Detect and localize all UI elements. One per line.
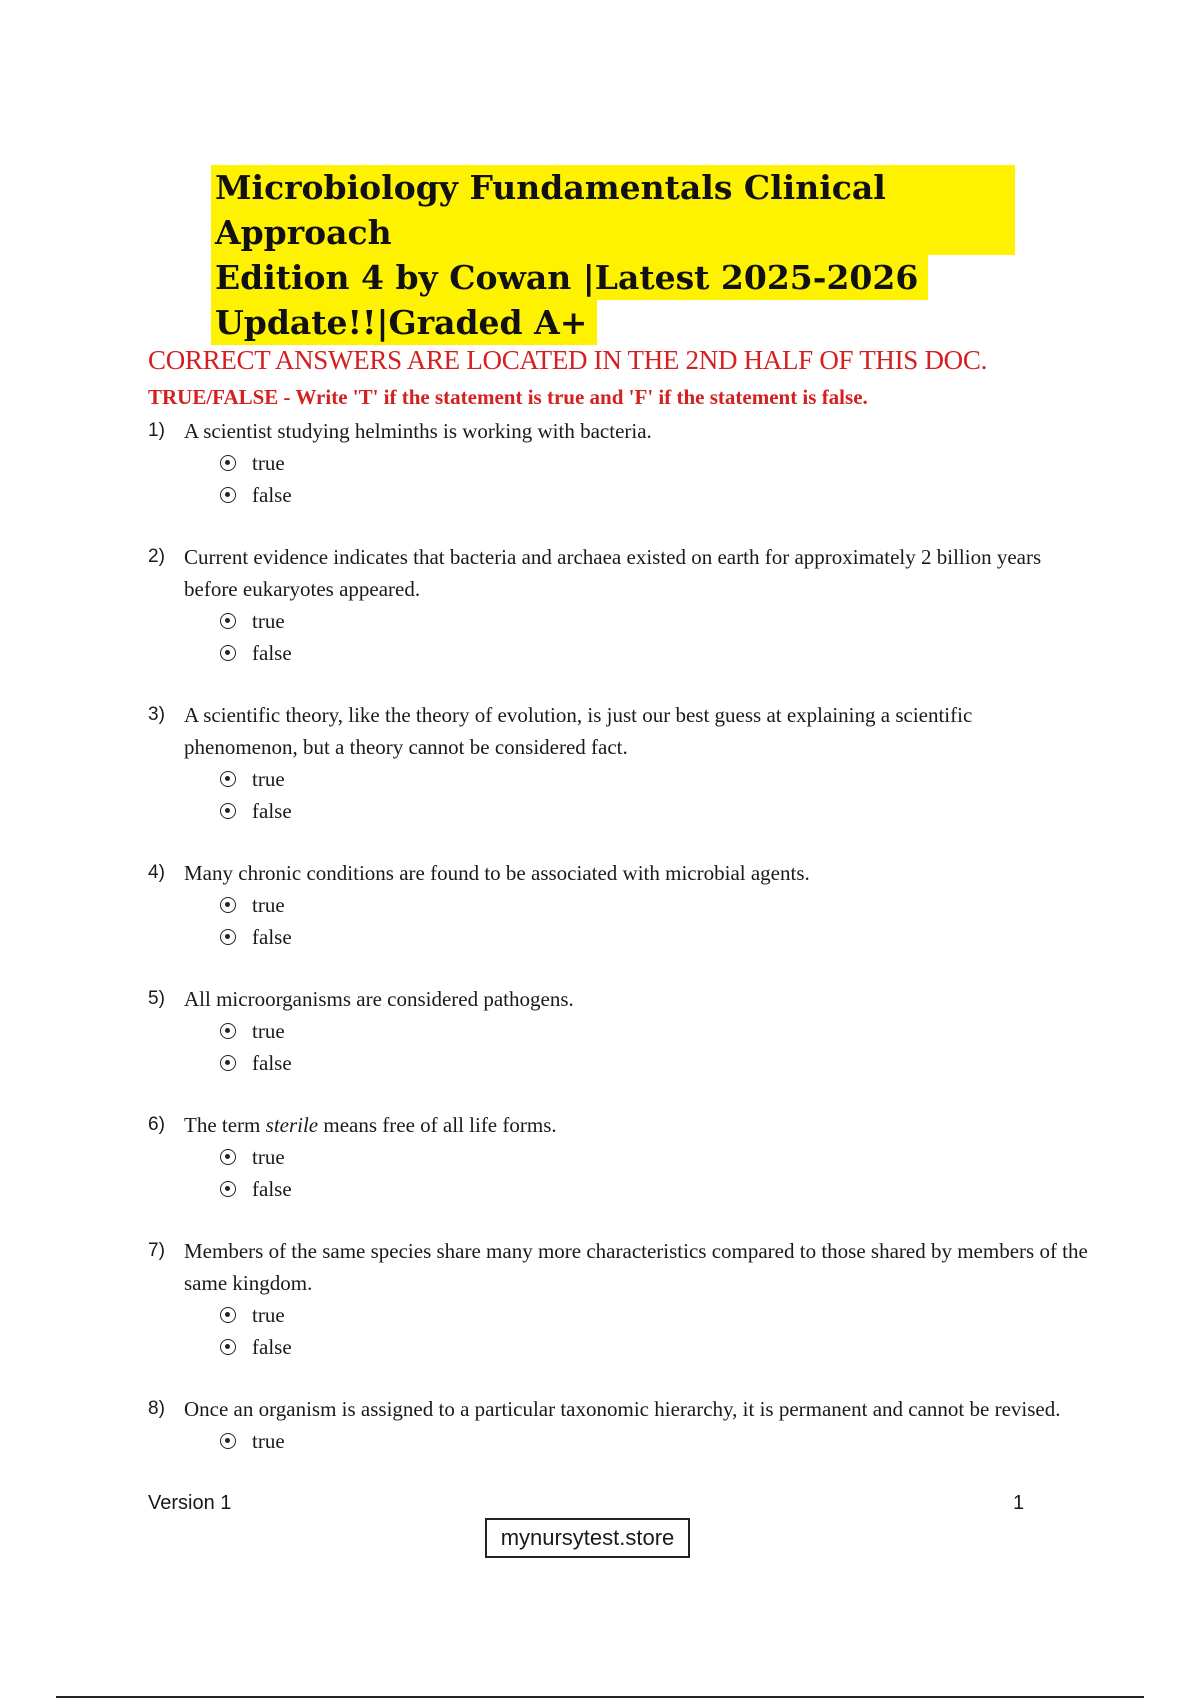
option-label: false	[252, 1334, 292, 1359]
radio-icon[interactable]	[220, 897, 236, 913]
answer-option-true[interactable]	[220, 1425, 1088, 1457]
site-watermark: mynursytest.store	[485, 1518, 690, 1558]
radio-icon[interactable]	[220, 455, 236, 471]
answer-option-true[interactable]	[220, 447, 1088, 479]
option-label: true	[252, 608, 285, 633]
question-item	[148, 983, 1088, 1079]
answer-option-true[interactable]	[220, 1141, 1088, 1173]
radio-icon[interactable]	[220, 803, 236, 819]
question-text: A scientific theory, like the theory of evolution, is just our best guess at explaining a scientific phenomenon, but a theory cannot be considered fact.	[184, 703, 973, 759]
option-label: false	[252, 1050, 292, 1075]
answer-options	[220, 605, 1088, 669]
answer-options	[220, 763, 1088, 827]
option-label: true	[252, 1018, 285, 1043]
question-number: 5)	[148, 988, 165, 1009]
answer-option-true[interactable]	[220, 889, 1088, 921]
radio-icon[interactable]	[220, 1055, 236, 1071]
question-number: 8)	[148, 1398, 165, 1419]
answer-option-true[interactable]	[220, 763, 1088, 795]
question-item	[148, 857, 1088, 953]
radio-icon[interactable]	[220, 1307, 236, 1323]
question-number: 1)	[148, 420, 165, 441]
question-text: All microorganisms are considered pathogens.	[184, 987, 574, 1011]
question-text-italic-term: sterile	[265, 1113, 319, 1137]
question-text-part: The term	[184, 1113, 266, 1137]
question-item	[148, 1109, 1088, 1205]
bottom-divider	[56, 1696, 1144, 1698]
answer-options	[220, 1425, 1088, 1457]
radio-icon[interactable]	[220, 1149, 236, 1165]
question-text: A scientist studying helminths is working with bacteria.	[184, 419, 652, 443]
option-label: true	[252, 1302, 285, 1327]
radio-icon[interactable]	[220, 1339, 236, 1355]
question-number: 7)	[148, 1240, 165, 1261]
answer-option-false[interactable]	[220, 795, 1088, 827]
answer-option-false[interactable]	[220, 1047, 1088, 1079]
question-item	[148, 415, 1088, 511]
question-text	[184, 1109, 1088, 1141]
answer-option-true[interactable]	[220, 1299, 1088, 1331]
option-label: false	[252, 1176, 292, 1201]
answer-option-true[interactable]	[220, 1015, 1088, 1047]
question-text-part: means free of all life forms.	[318, 1113, 557, 1137]
radio-icon[interactable]	[220, 487, 236, 503]
answer-options	[220, 447, 1088, 511]
answer-option-false[interactable]	[220, 921, 1088, 953]
question-item	[148, 1235, 1088, 1363]
radio-icon[interactable]	[220, 645, 236, 661]
radio-icon[interactable]	[220, 771, 236, 787]
title-line-2: Edition 4 by Cowan |Latest 2025-2026	[211, 255, 928, 300]
question-number: 6)	[148, 1114, 165, 1135]
radio-icon[interactable]	[220, 1433, 236, 1449]
answers-location-notice: CORRECT ANSWERS ARE LOCATED IN THE 2ND HALF OF THIS DOC.	[148, 345, 988, 375]
option-label: true	[252, 1144, 285, 1169]
answer-option-false[interactable]	[220, 1331, 1088, 1363]
option-label: true	[252, 892, 285, 917]
question-number: 2)	[148, 546, 165, 567]
question-text: Once an organism is assigned to a particular taxonomic hierarchy, it is permanent and cannot be revised.	[184, 1397, 1061, 1421]
question-number: 4)	[148, 862, 165, 883]
radio-icon[interactable]	[220, 929, 236, 945]
answer-options	[220, 1015, 1088, 1079]
radio-icon[interactable]	[220, 1181, 236, 1197]
answer-option-false[interactable]	[220, 1173, 1088, 1205]
question-item	[148, 1393, 1088, 1457]
option-label: false	[252, 482, 292, 507]
option-label: true	[252, 1428, 285, 1453]
question-number: 3)	[148, 704, 165, 725]
option-label: true	[252, 766, 285, 791]
option-label: true	[252, 450, 285, 475]
question-text: Members of the same species share many more characteristics compared to those shared by members of the same kingdom.	[184, 1239, 1088, 1295]
question-text: Current evidence indicates that bacteria and archaea existed on earth for approximately 2 billion years before eukaryotes appeared.	[184, 545, 1042, 601]
answer-options	[220, 889, 1088, 953]
option-label: false	[252, 798, 292, 823]
footer-page-number: 1	[1013, 1492, 1025, 1514]
question-text: Many chronic conditions are found to be associated with microbial agents.	[184, 861, 810, 885]
radio-icon[interactable]	[220, 1023, 236, 1039]
true-false-instructions: TRUE/FALSE - Write 'T' if the statement is true and 'F' if the statement is false.	[148, 385, 868, 409]
question-item	[148, 699, 1088, 827]
footer-version: Version 1	[148, 1492, 232, 1514]
option-label: false	[252, 640, 292, 665]
document-title	[215, 165, 1015, 345]
question-list	[148, 415, 1088, 1487]
title-line-3: Update!!|Graded A+	[211, 300, 597, 345]
answer-option-false[interactable]	[220, 479, 1088, 511]
answer-option-true[interactable]	[220, 605, 1088, 637]
radio-icon[interactable]	[220, 613, 236, 629]
answer-options	[220, 1141, 1088, 1205]
answer-options	[220, 1299, 1088, 1363]
option-label: false	[252, 924, 292, 949]
title-line-1: Microbiology Fundamentals Clinical Approach	[211, 165, 1015, 255]
question-item	[148, 541, 1088, 669]
answer-option-false[interactable]	[220, 637, 1088, 669]
